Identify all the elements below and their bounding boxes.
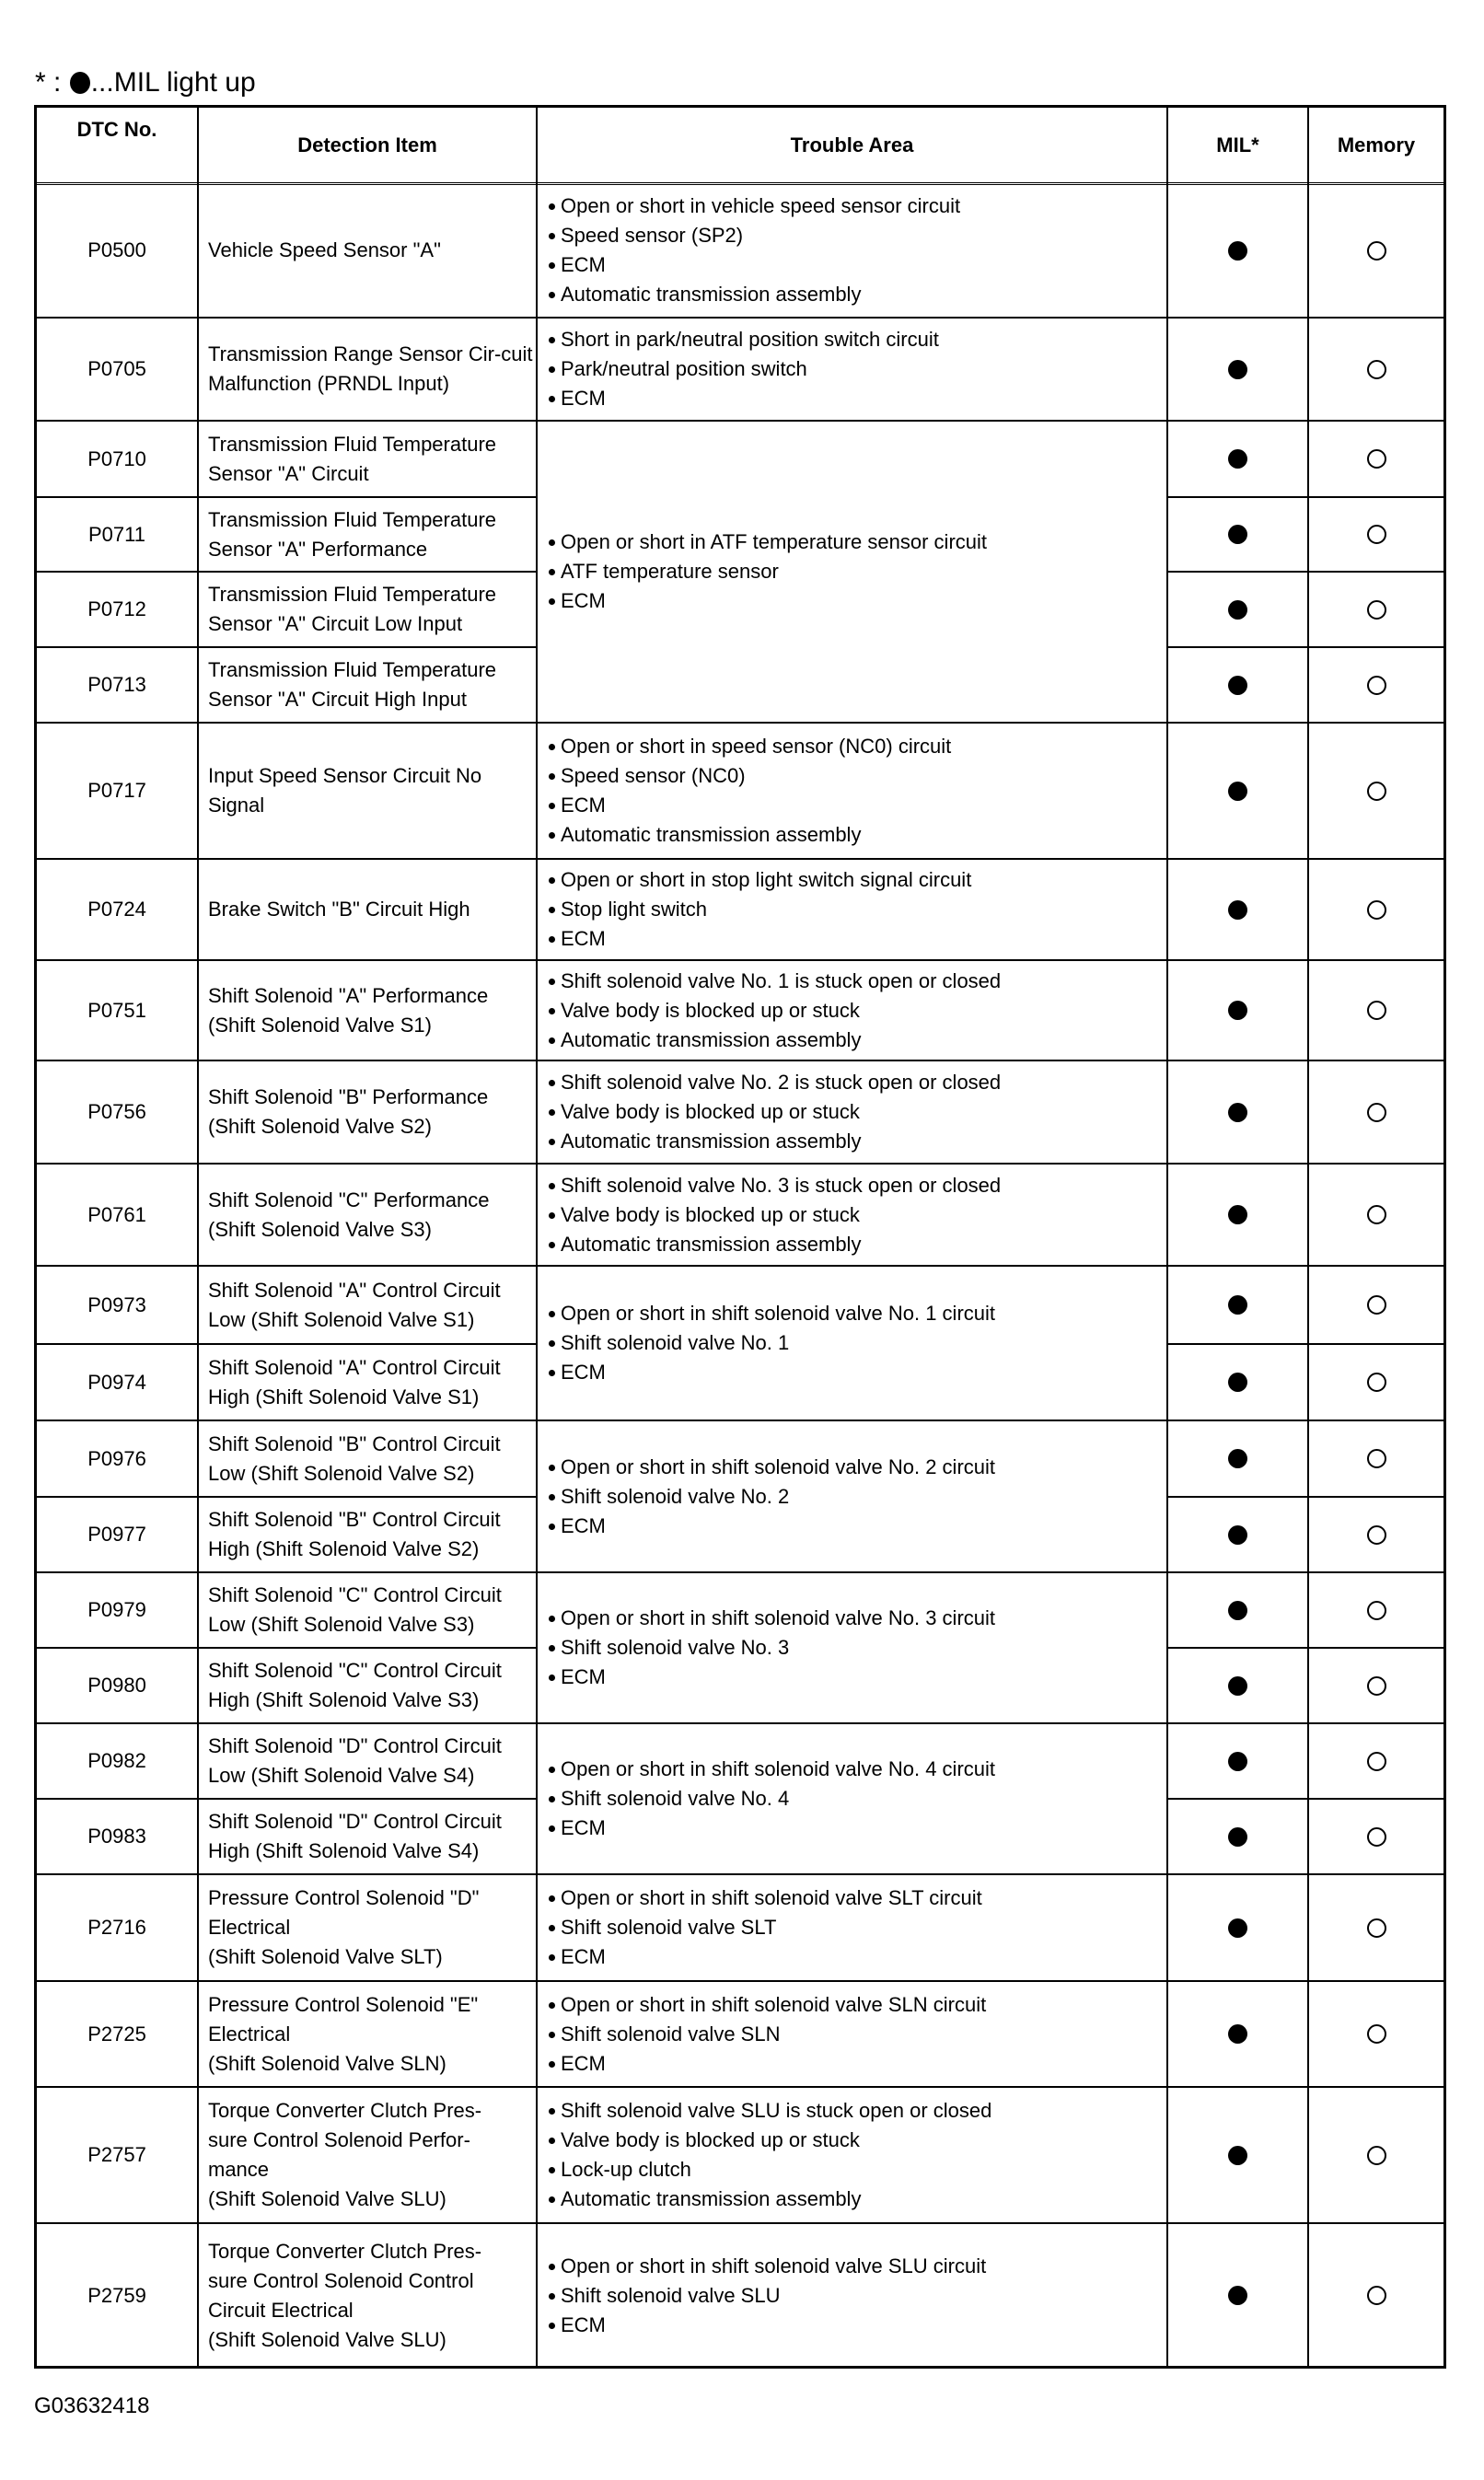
filled-circle-icon <box>1228 1373 1247 1392</box>
memory-cell <box>1307 1980 1445 2088</box>
detection-item-line: (Shift Solenoid Valve SLT) <box>208 1945 443 1968</box>
dtc-code-cell <box>35 1265 199 1345</box>
detection-item: Transmission Fluid Temperature Sensor "A" Circuit <box>208 432 497 485</box>
mil-cell <box>1166 2086 1309 2224</box>
trouble-area-list <box>548 1883 982 1972</box>
detection-item-cell <box>197 317 538 422</box>
trouble-area-cell <box>536 1060 1168 1165</box>
memory-cell <box>1307 1265 1445 1345</box>
trouble-area-item: Shift solenoid valve No. 3 is stuck open or closed <box>548 1171 1001 1200</box>
detection-item: Vehicle Speed Sensor "A" <box>208 238 441 261</box>
trouble-area-item: Open or short in vehicle speed sensor circuit <box>548 191 960 221</box>
dtc-code: P0710 <box>87 446 146 470</box>
header-trouble-area: Trouble Area <box>536 106 1168 185</box>
detection-item: Shift Solenoid "B" Performance (Shift Solenoid Valve S2) <box>208 1085 489 1138</box>
detection-item-cell <box>197 858 538 961</box>
mil-cell <box>1166 420 1309 498</box>
trouble-area-item: Automatic transmission assembly <box>548 2184 991 2214</box>
memory-cell <box>1307 1571 1445 1649</box>
dtc-code: P0712 <box>87 597 146 620</box>
header-dtc-no: DTC No. <box>35 106 199 185</box>
trouble-area-item: Open or short in ATF temperature sensor circuit <box>548 527 987 557</box>
open-circle-icon <box>1367 1827 1386 1847</box>
trouble-area-item: Shift solenoid valve SLN <box>548 2020 986 2049</box>
dtc-code: P2725 <box>87 2022 146 2045</box>
trouble-area-cell <box>536 182 1168 319</box>
detection-item-cell <box>197 420 538 498</box>
legend-prefix: * : <box>35 67 62 98</box>
detection-item-line: Pressure Control Solenoid "E" <box>208 1992 479 2016</box>
open-circle-icon <box>1367 600 1386 620</box>
filled-circle-icon <box>1228 1601 1247 1620</box>
trouble-area-item: ECM <box>548 1663 995 1692</box>
dtc-code: P0751 <box>87 998 146 1022</box>
open-circle-icon <box>1367 1103 1386 1122</box>
detection-item: Transmission Fluid Temperature Sensor "A" Performance <box>208 507 497 561</box>
open-circle-icon <box>1367 449 1386 469</box>
dtc-code: P2757 <box>87 2143 146 2166</box>
memory-cell <box>1307 1163 1445 1267</box>
memory-cell <box>1307 571 1445 648</box>
open-circle-icon <box>1367 1601 1386 1620</box>
filled-circle-icon <box>1228 1676 1247 1696</box>
memory-cell <box>1307 420 1445 498</box>
legend-text: ...MIL light up <box>90 67 256 98</box>
detection-item-cell <box>197 1873 538 1982</box>
memory-cell <box>1307 646 1445 724</box>
detection-item <box>208 2237 481 2355</box>
detection-item-cell <box>197 1798 538 1875</box>
mil-cell <box>1166 182 1309 319</box>
memory-cell <box>1307 959 1445 1061</box>
detection-item-cell <box>197 1647 538 1724</box>
mil-cell <box>1166 646 1309 724</box>
filled-circle-icon <box>1228 449 1247 469</box>
detection-item: Shift Solenoid "A" Control Circuit Low (Shift Solenoid Valve S1) <box>208 1278 501 1331</box>
detection-item-cell <box>197 1980 538 2088</box>
detection-item <box>208 2096 481 2214</box>
trouble-area-item: Shift solenoid valve No. 4 <box>548 1784 995 1814</box>
detection-item-line: Electrical <box>208 1916 291 1939</box>
detection-item-cell <box>197 1060 538 1165</box>
dtc-code-cell <box>35 317 199 422</box>
trouble-area-item: ECM <box>548 384 939 413</box>
open-circle-icon <box>1367 241 1386 261</box>
dtc-code: P0976 <box>87 1446 146 1470</box>
trouble-area-item: Open or short in shift solenoid valve SLN circuit <box>548 1990 986 2020</box>
trouble-area-item: Automatic transmission assembly <box>548 1026 1001 1055</box>
dtc-code-cell <box>35 420 199 498</box>
memory-cell <box>1307 1420 1445 1498</box>
mil-cell <box>1166 1873 1309 1982</box>
dtc-table <box>35 106 1445 2368</box>
open-circle-icon <box>1367 900 1386 920</box>
trouble-area-cell <box>536 1420 1168 1573</box>
trouble-area-item: Open or short in speed sensor (NC0) circuit <box>548 732 951 761</box>
detection-item-line: sure Control Solenoid Control <box>208 2268 474 2292</box>
detection-item-cell <box>197 2086 538 2224</box>
open-circle-icon <box>1367 1918 1386 1938</box>
dtc-code-cell <box>35 1722 199 1800</box>
trouble-area-item: Shift solenoid valve SLT <box>548 1913 982 1942</box>
detection-item: Transmission Fluid Temperature Sensor "A" Circuit Low Input <box>208 583 497 635</box>
trouble-area-cell <box>536 317 1168 422</box>
trouble-area-item: ECM <box>548 924 971 954</box>
dtc-code: P0979 <box>87 1598 146 1621</box>
dtc-code-cell <box>35 1496 199 1573</box>
detection-item-cell <box>197 1420 538 1498</box>
filled-circle-icon <box>1228 1827 1247 1847</box>
figure-id: G03632418 <box>34 2393 150 2418</box>
detection-item <box>208 1883 479 1972</box>
dtc-code-cell <box>35 1060 199 1165</box>
memory-cell <box>1307 1798 1445 1875</box>
trouble-area-item: Open or short in shift solenoid valve No. 1 circuit <box>548 1299 995 1328</box>
memory-cell <box>1307 2222 1445 2369</box>
dtc-code: P0705 <box>87 357 146 380</box>
detection-item-cell <box>197 1163 538 1267</box>
detection-item: Shift Solenoid "D" Control Circuit Low (Shift Solenoid Valve S4) <box>208 1734 502 1787</box>
dtc-code: P0500 <box>87 238 146 261</box>
filled-circle-icon <box>1228 2024 1247 2044</box>
detection-item-cell <box>197 959 538 1061</box>
mil-cell <box>1166 959 1309 1061</box>
dtc-code: P0756 <box>87 1100 146 1123</box>
trouble-area-cell <box>536 2086 1168 2224</box>
trouble-area-item: ECM <box>548 1358 995 1387</box>
detection-item-cell <box>197 2222 538 2369</box>
dtc-code-cell <box>35 1163 199 1267</box>
mil-cell <box>1166 1163 1309 1267</box>
filled-circle-icon <box>70 72 90 94</box>
mil-cell <box>1166 1980 1309 2088</box>
trouble-area-item: Automatic transmission assembly <box>548 1127 1001 1156</box>
detection-item-line: Pressure Control Solenoid "D" <box>208 1886 480 1909</box>
trouble-area-item: ATF temperature sensor <box>548 557 987 586</box>
dtc-code-cell <box>35 858 199 961</box>
mil-cell <box>1166 1420 1309 1498</box>
memory-cell <box>1307 1496 1445 1573</box>
memory-cell <box>1307 1060 1445 1165</box>
detection-item: Shift Solenoid "D" Control Circuit High (Shift Solenoid Valve S4) <box>208 1810 502 1862</box>
trouble-area-cell <box>536 2222 1168 2369</box>
dtc-code: P0973 <box>87 1292 146 1316</box>
detection-item-cell <box>197 1571 538 1649</box>
detection-item: Shift Solenoid "B" Control Circuit High (Shift Solenoid Valve S2) <box>208 1508 501 1560</box>
header-detection-item: Detection Item <box>197 106 538 185</box>
memory-cell <box>1307 1873 1445 1982</box>
trouble-area-list <box>548 1171 1001 1259</box>
dtc-code: P0974 <box>87 1370 146 1394</box>
trouble-area-item: ECM <box>548 586 987 616</box>
trouble-area-item: Automatic transmission assembly <box>548 820 951 850</box>
header-mil: MIL* <box>1166 106 1309 185</box>
trouble-area-item: Park/neutral position switch <box>548 354 939 384</box>
detection-item: Transmission Range Sensor Cir-cuit Malfunction (PRNDL Input) <box>208 342 533 395</box>
detection-item: Shift Solenoid "A" Performance (Shift Solenoid Valve S1) <box>208 983 489 1037</box>
trouble-area-list <box>548 1755 995 1843</box>
filled-circle-icon <box>1228 900 1247 920</box>
detection-item-cell <box>197 496 538 573</box>
trouble-area-item: Valve body is blocked up or stuck <box>548 1097 1001 1127</box>
dtc-code: P0717 <box>87 779 146 802</box>
dtc-code-cell <box>35 1571 199 1649</box>
trouble-area-item: Shift solenoid valve No. 1 is stuck open or closed <box>548 967 1001 996</box>
dtc-code-cell <box>35 2222 199 2369</box>
trouble-area-item: ECM <box>548 1512 995 1541</box>
dtc-code-cell <box>35 959 199 1061</box>
trouble-area-item: Shift solenoid valve No. 2 <box>548 1482 995 1512</box>
dtc-code: P0724 <box>87 898 146 921</box>
dtc-code: P0982 <box>87 1749 146 1772</box>
trouble-area-item: Open or short in shift solenoid valve SLT circuit <box>548 1883 982 1913</box>
mil-cell <box>1166 496 1309 573</box>
dtc-code: P0983 <box>87 1825 146 1848</box>
trouble-area-cell <box>536 959 1168 1061</box>
filled-circle-icon <box>1228 241 1247 261</box>
mil-cell <box>1166 317 1309 422</box>
trouble-area-cell <box>536 1163 1168 1267</box>
detection-item-cell <box>197 1343 538 1421</box>
detection-item <box>208 1990 478 2079</box>
memory-cell <box>1307 182 1445 319</box>
mil-cell <box>1166 1265 1309 1345</box>
trouble-area-cell <box>536 1571 1168 1724</box>
trouble-area-item: Lock-up clutch <box>548 2155 991 2184</box>
trouble-area-item: Short in park/neutral position switch circuit <box>548 325 939 354</box>
trouble-area-list <box>548 1299 995 1387</box>
trouble-area-item: ECM <box>548 250 960 280</box>
mil-cell <box>1166 1798 1309 1875</box>
trouble-area-item: Valve body is blocked up or stuck <box>548 996 1001 1026</box>
detection-item-cell <box>197 1265 538 1345</box>
detection-item-cell <box>197 1496 538 1573</box>
mil-cell <box>1166 858 1309 961</box>
memory-cell <box>1307 2086 1445 2224</box>
trouble-area-item: Automatic transmission assembly <box>548 280 960 309</box>
dtc-code-cell <box>35 496 199 573</box>
trouble-area-item: ECM <box>548 1942 982 1972</box>
open-circle-icon <box>1367 676 1386 695</box>
detection-item: Shift Solenoid "A" Control Circuit High (Shift Solenoid Valve S1) <box>208 1355 501 1408</box>
detection-item-line: sure Control Solenoid Perfor- <box>208 2128 470 2151</box>
open-circle-icon <box>1367 2286 1386 2305</box>
filled-circle-icon <box>1228 1525 1247 1545</box>
mil-cell <box>1166 1060 1309 1165</box>
dtc-code-cell <box>35 1647 199 1724</box>
trouble-area-item: Speed sensor (NC0) <box>548 761 951 791</box>
detection-item-line: (Shift Solenoid Valve SLU) <box>208 2327 446 2351</box>
dtc-code-cell <box>35 646 199 724</box>
trouble-area-item: ECM <box>548 791 951 820</box>
trouble-area-cell <box>536 1722 1168 1875</box>
trouble-area-item: ECM <box>548 2049 986 2079</box>
trouble-area-list <box>548 967 1001 1055</box>
trouble-area-item: Open or short in shift solenoid valve No. 2 circuit <box>548 1453 995 1482</box>
filled-circle-icon <box>1228 2146 1247 2165</box>
detection-item: Transmission Fluid Temperature Sensor "A" Circuit High Input <box>208 658 497 711</box>
trouble-area-item: Speed sensor (SP2) <box>548 221 960 250</box>
open-circle-icon <box>1367 2146 1386 2165</box>
open-circle-icon <box>1367 525 1386 544</box>
memory-cell <box>1307 317 1445 422</box>
detection-item: Shift Solenoid "C" Control Circuit High (Shift Solenoid Valve S3) <box>208 1659 502 1711</box>
detection-item-cell <box>197 182 538 319</box>
open-circle-icon <box>1367 360 1386 379</box>
memory-cell <box>1307 722 1445 860</box>
dtc-code-cell <box>35 1873 199 1982</box>
detection-item: Input Speed Sensor Circuit No Signal <box>208 764 482 817</box>
mil-cell <box>1166 1722 1309 1800</box>
filled-circle-icon <box>1228 782 1247 801</box>
trouble-area-item: Open or short in shift solenoid valve SLU circuit <box>548 2252 986 2281</box>
open-circle-icon <box>1367 1205 1386 1224</box>
detection-item-line: Circuit Electrical <box>208 2298 354 2322</box>
dtc-code-cell <box>35 182 199 319</box>
trouble-area-cell <box>536 722 1168 860</box>
open-circle-icon <box>1367 2024 1386 2044</box>
trouble-area-item: Automatic transmission assembly <box>548 1230 1001 1259</box>
detection-item-cell <box>197 571 538 648</box>
trouble-area-cell <box>536 1873 1168 1982</box>
mil-cell <box>1166 1647 1309 1724</box>
trouble-area-item: Open or short in shift solenoid valve No. 4 circuit <box>548 1755 995 1784</box>
dtc-code: P0977 <box>87 1523 146 1546</box>
detection-item: Shift Solenoid "C" Performance (Shift Solenoid Valve S3) <box>208 1188 490 1241</box>
dtc-code-cell <box>35 1420 199 1498</box>
mil-cell <box>1166 2222 1309 2369</box>
filled-circle-icon <box>1228 1205 1247 1224</box>
mil-cell <box>1166 1343 1309 1421</box>
trouble-area-list <box>548 1604 995 1692</box>
trouble-area-list <box>548 325 939 413</box>
filled-circle-icon <box>1228 1001 1247 1020</box>
detection-item-cell <box>197 1722 538 1800</box>
filled-circle-icon <box>1228 1295 1247 1315</box>
filled-circle-icon <box>1228 360 1247 379</box>
open-circle-icon <box>1367 1295 1386 1315</box>
filled-circle-icon <box>1228 600 1247 620</box>
detection-item-cell <box>197 646 538 724</box>
trouble-area-list <box>548 1453 995 1541</box>
dtc-code-cell <box>35 2086 199 2224</box>
trouble-area-item: Shift solenoid valve No. 3 <box>548 1633 995 1663</box>
dtc-code: P0711 <box>88 522 145 546</box>
dtc-code-cell <box>35 571 199 648</box>
detection-item-line: mance <box>208 2158 270 2181</box>
filled-circle-icon <box>1228 1103 1247 1122</box>
trouble-area-item: Shift solenoid valve No. 1 <box>548 1328 995 1358</box>
memory-cell <box>1307 858 1445 961</box>
dtc-code: P0761 <box>87 1202 146 1226</box>
filled-circle-icon <box>1228 676 1247 695</box>
open-circle-icon <box>1367 1525 1386 1545</box>
filled-circle-icon <box>1228 1918 1247 1938</box>
trouble-area-list <box>548 2252 986 2340</box>
dtc-code-cell <box>35 722 199 860</box>
open-circle-icon <box>1367 782 1386 801</box>
dtc-code: P0980 <box>87 1674 146 1697</box>
detection-item-line: (Shift Solenoid Valve SLN) <box>208 2051 446 2075</box>
header-memory: Memory <box>1307 106 1445 185</box>
trouble-area-item: Shift solenoid valve SLU <box>548 2281 986 2311</box>
open-circle-icon <box>1367 1001 1386 1020</box>
mil-cell <box>1166 722 1309 860</box>
dtc-code-cell <box>35 1798 199 1875</box>
filled-circle-icon <box>1228 2286 1247 2305</box>
open-circle-icon <box>1367 1676 1386 1696</box>
trouble-area-list <box>548 1990 986 2079</box>
trouble-area-list <box>548 191 960 309</box>
trouble-area-item: Shift solenoid valve No. 2 is stuck open or closed <box>548 1068 1001 1097</box>
detection-item: Shift Solenoid "C" Control Circuit Low (Shift Solenoid Valve S3) <box>208 1583 502 1636</box>
trouble-area-list <box>548 732 951 850</box>
trouble-area-item: Open or short in stop light switch signal circuit <box>548 865 971 895</box>
trouble-area-list <box>548 527 987 616</box>
trouble-area-item: ECM <box>548 1814 995 1843</box>
trouble-area-item: Valve body is blocked up or stuck <box>548 1200 1001 1230</box>
dtc-code: P0713 <box>87 673 146 696</box>
detection-item: Brake Switch "B" Circuit High <box>208 898 470 921</box>
trouble-area-item: Valve body is blocked up or stuck <box>548 2126 991 2155</box>
filled-circle-icon <box>1228 1449 1247 1468</box>
dtc-code: P2716 <box>87 1916 146 1939</box>
trouble-area-list <box>548 865 971 954</box>
filled-circle-icon <box>1228 525 1247 544</box>
trouble-area-cell <box>536 858 1168 961</box>
detection-item-line: Electrical <box>208 2022 291 2045</box>
trouble-area-list <box>548 2096 991 2214</box>
memory-cell <box>1307 1722 1445 1800</box>
filled-circle-icon <box>1228 1752 1247 1771</box>
mil-legend <box>35 64 256 101</box>
detection-item-line: (Shift Solenoid Valve SLU) <box>208 2187 446 2210</box>
memory-cell <box>1307 1647 1445 1724</box>
trouble-area-item: Stop light switch <box>548 895 971 924</box>
open-circle-icon <box>1367 1752 1386 1771</box>
trouble-area-item: Shift solenoid valve SLU is stuck open or closed <box>548 2096 991 2126</box>
mil-cell <box>1166 571 1309 648</box>
trouble-area-item: Open or short in shift solenoid valve No. 3 circuit <box>548 1604 995 1633</box>
mil-cell <box>1166 1571 1309 1649</box>
dtc-code-cell <box>35 1343 199 1421</box>
open-circle-icon <box>1367 1449 1386 1468</box>
detection-item: Shift Solenoid "B" Control Circuit Low (Shift Solenoid Valve S2) <box>208 1431 501 1485</box>
memory-cell <box>1307 496 1445 573</box>
trouble-area-cell <box>536 420 1168 724</box>
detection-item-line: Torque Converter Clutch Pres- <box>208 2099 482 2122</box>
trouble-area-cell <box>536 1980 1168 2088</box>
trouble-area-item: ECM <box>548 2311 986 2340</box>
detection-item-line: Torque Converter Clutch Pres- <box>208 2239 482 2263</box>
dtc-code: P2759 <box>87 2283 146 2307</box>
dtc-code-cell <box>35 1980 199 2088</box>
memory-cell <box>1307 1343 1445 1421</box>
mil-cell <box>1166 1496 1309 1573</box>
trouble-area-cell <box>536 1265 1168 1421</box>
open-circle-icon <box>1367 1373 1386 1392</box>
trouble-area-list <box>548 1068 1001 1156</box>
detection-item-cell <box>197 722 538 860</box>
